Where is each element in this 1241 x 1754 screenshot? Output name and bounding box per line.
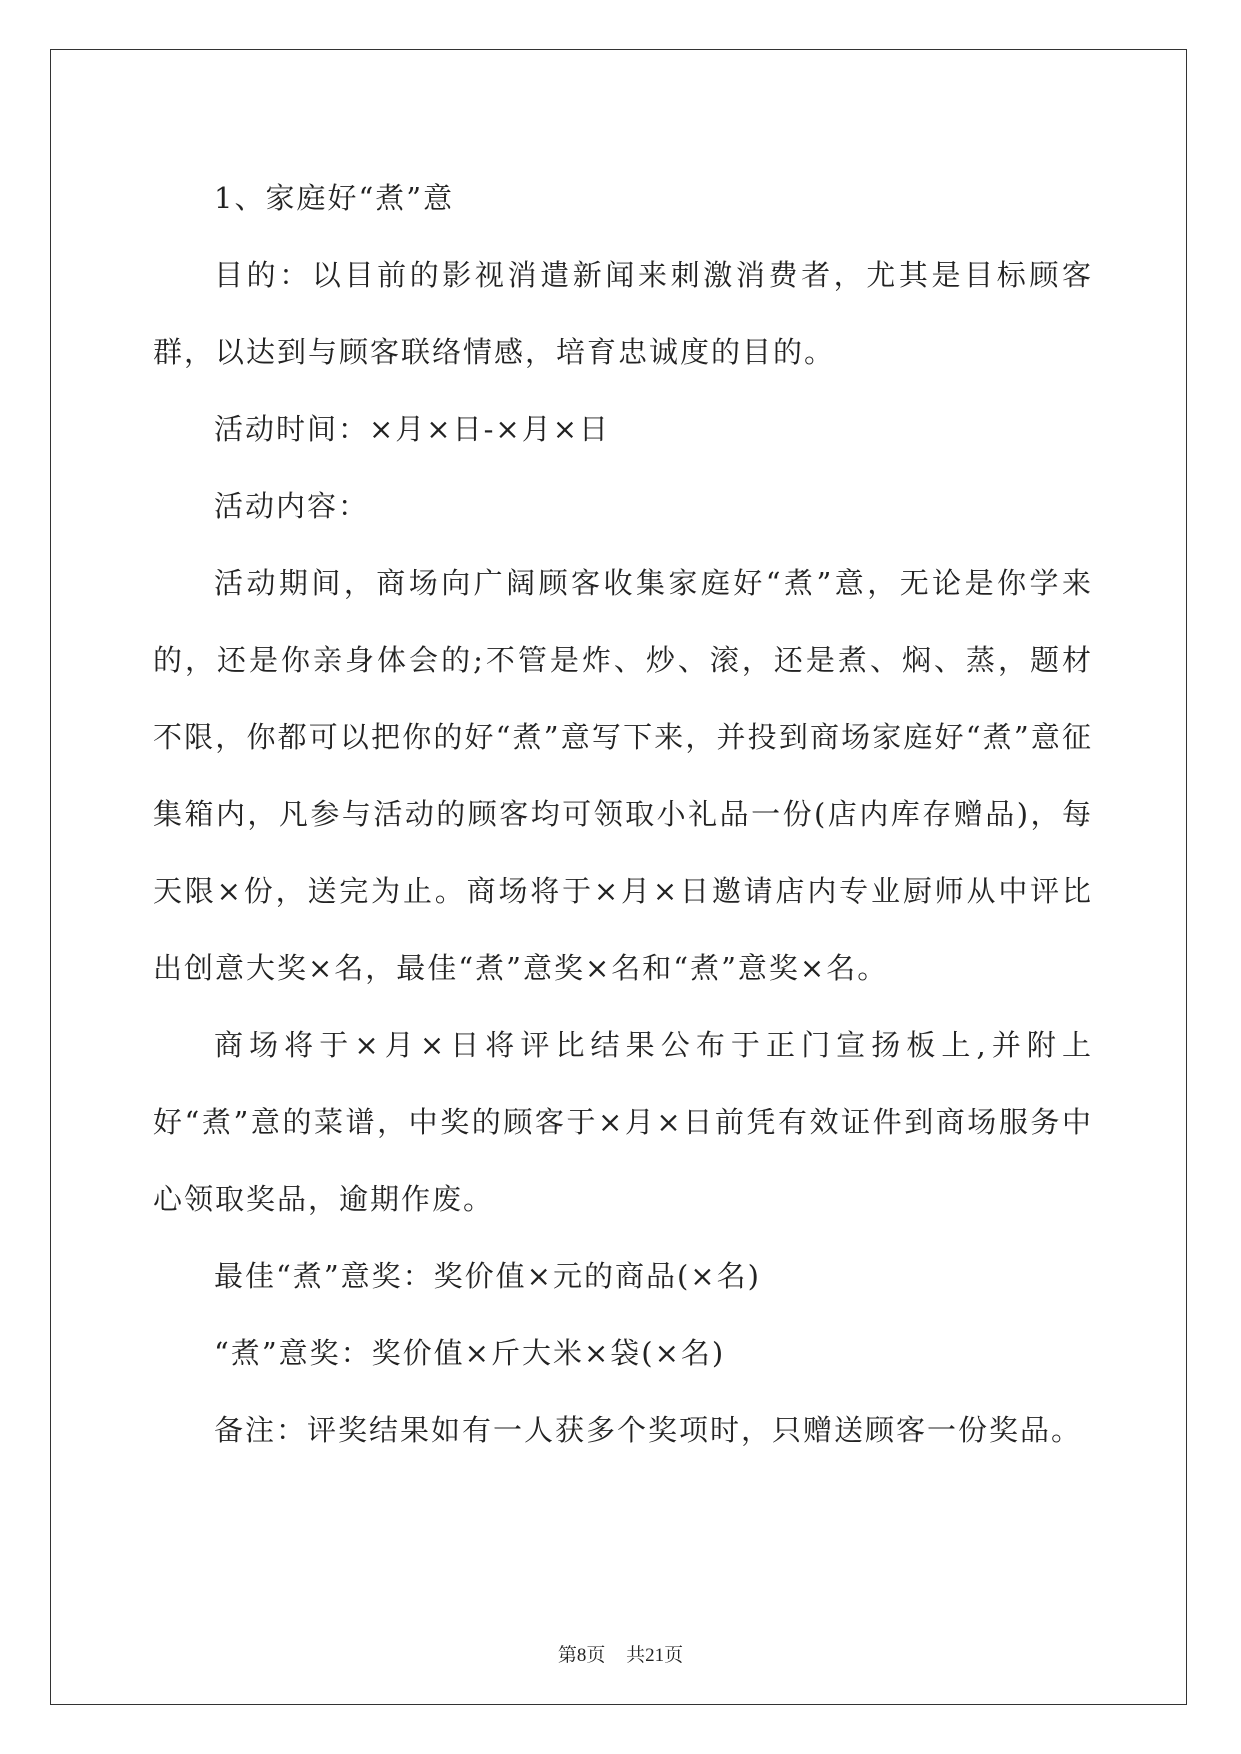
document-body [153, 160, 1093, 1469]
page-number-current: 第8页 [557, 1645, 606, 1666]
paragraph-note: 备注：评奖结果如有一人获多个奖项时，只赠送顾客一份奖品。 [214, 1413, 1083, 1447]
paragraph-results-announcement: 商场将于×月×日将评比结果公布于正门宣扬板上,并附上好“煮”意的菜谱，中奖的顾客于×月×日前凭有效证件到商场服务中心领取奖品，逾期作废。 [153, 1028, 1093, 1216]
paragraph-prize: “煮”意奖：奖价值×斤大米×袋(×名) [214, 1336, 726, 1370]
section-heading: 1、家庭好“煮”意 [214, 181, 455, 215]
paragraph-purpose: 目的：以目前的影视消遣新闻来刺激消费者，尤其是目标顾客群，以达到与顾客联络情感，培育忠诚度的目的。 [153, 258, 1093, 369]
paragraph-activity-content-label: 活动内容： [214, 489, 370, 523]
page-number-total: 共21页 [626, 1645, 684, 1666]
page-footer [0, 1640, 1241, 1667]
paragraph-best-prize: 最佳“煮”意奖：奖价值×元的商品(×名) [214, 1259, 761, 1293]
paragraph-activity-time: 活动时间：×月×日-×月×日 [214, 412, 610, 446]
paragraph-activity-details: 活动期间，商场向广阔顾客收集家庭好“煮”意，无论是你学来的，还是你亲身体会的;不管是炸、炒、滚，还是煮、焖、蒸，题材不限，你都可以把你的好“煮”意写下来，并投到商场家庭好“煮”意征集箱内，凡参与活动的顾客均可领取小礼品一份(店内库存赠品)，每天限×份，送完为止。商场将于×月×日邀请店内专业厨师从中评比出创意大奖×名，最佳“煮”意奖×名和“煮”意奖×名。 [153, 566, 1093, 985]
